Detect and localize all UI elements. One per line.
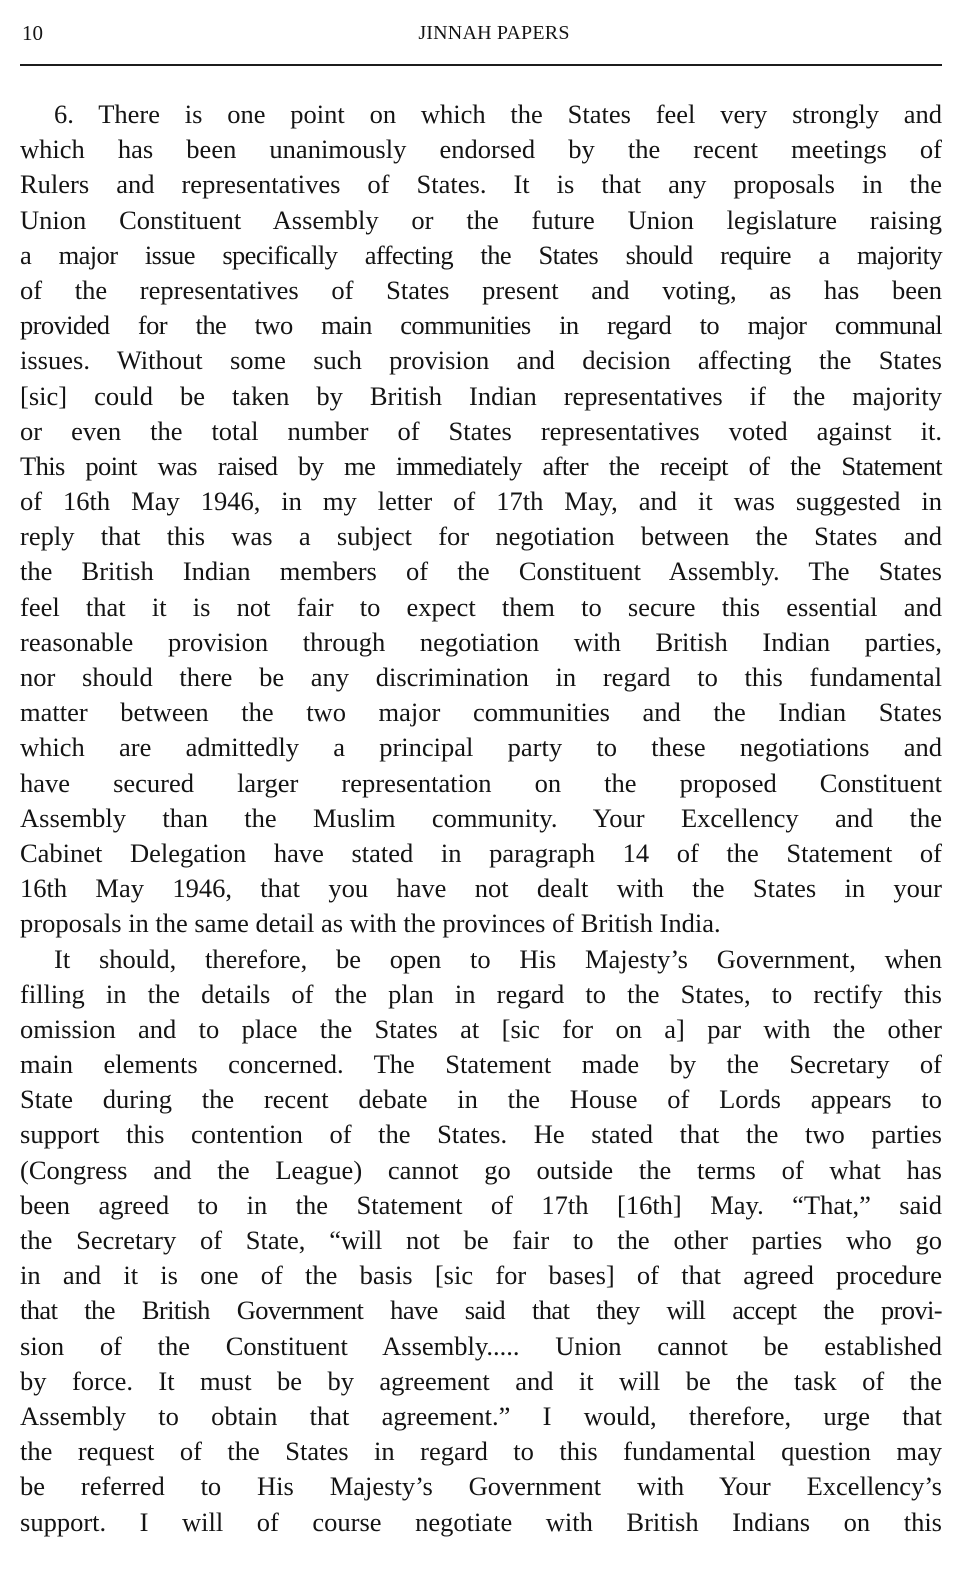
text-line: sion of the Constituent Assembly..... Union cannot be established bbox=[20, 1330, 942, 1361]
text-line: It should, therefore, be open to His Majesty’s Government, when bbox=[54, 943, 942, 974]
text-line: be referred to His Majesty’s Government with Your Excellency’s bbox=[20, 1471, 942, 1502]
text-line: This point was raised by me immediately after the receipt of the Statement bbox=[20, 450, 942, 481]
text-line: of 16th May 1946, in my letter of 17th May, and it was suggested in bbox=[20, 486, 942, 517]
text-line: main elements concerned. The Statement made by the Secretary of bbox=[20, 1049, 942, 1080]
text-line: Union Constituent Assembly or the future Union legislature raising bbox=[20, 204, 942, 235]
text-line: issues. Without some such provision and decision affecting the States bbox=[20, 345, 942, 376]
running-title: JINNAH PAPERS bbox=[418, 22, 570, 44]
text-line: nor should there be any discrimination in regard to this fundamental bbox=[20, 662, 942, 692]
text-line: a major issue specifically affecting the States should require a majority bbox=[20, 239, 942, 270]
text-line: by force. It must be by agreement and it will be the task of the bbox=[20, 1365, 942, 1396]
text-line: Assembly than the Muslim community. Your Excellency and the bbox=[20, 802, 942, 833]
text-line: which has been unanimously endorsed by the recent meetings of bbox=[20, 134, 942, 165]
text-line: Cabinet Delegation have stated in paragraph 14 of the Statement of bbox=[20, 837, 942, 868]
text-line: Rulers and representatives of States. It is that any proposals in the bbox=[20, 169, 942, 200]
text-line: in and it is one of the basis [sic for bases] of that agreed procedure bbox=[20, 1260, 942, 1291]
page-header bbox=[20, 18, 942, 48]
text-line: or even the total number of States representatives voted against it. bbox=[20, 415, 942, 446]
text-line: matter between the two major communities and the Indian States bbox=[20, 697, 942, 728]
text-line: provided for the two main communities in regard to major communal bbox=[20, 310, 942, 341]
text-line: reasonable provision through negotiation with British Indian parties, bbox=[20, 626, 942, 657]
text-line: of the representatives of States present and voting, as has been bbox=[20, 274, 942, 305]
text-line: [sic] could be taken by British Indian representatives if the majority bbox=[20, 380, 942, 411]
page-number: 10 bbox=[22, 21, 43, 45]
body-text bbox=[20, 97, 942, 1540]
text-line: the Secretary of State, “will not be fair to the other parties who go bbox=[20, 1225, 942, 1255]
header-rule bbox=[20, 64, 942, 66]
text-line: the British Indian members of the Constituent Assembly. The States bbox=[20, 556, 942, 587]
text-line: that the British Government have said that they will accept the provi- bbox=[20, 1295, 942, 1326]
text-line: been agreed to in the Statement of 17th [16th] May. “That,” said bbox=[20, 1189, 942, 1220]
text-line: filling in the details of the plan in regard to the States, to rectify this bbox=[20, 978, 942, 1009]
text-line: 6. There is one point on which the States feel very strongly and bbox=[54, 99, 942, 129]
text-line: have secured larger representation on the proposed Constituent bbox=[20, 767, 942, 798]
text-line: the request of the States in regard to this fundamental question may bbox=[20, 1436, 942, 1467]
text-line: State during the recent debate in the House of Lords appears to bbox=[20, 1084, 942, 1115]
text-line: reply that this was a subject for negotiation between the States and bbox=[20, 521, 942, 552]
text-line: which are admittedly a principal party to these negotiations and bbox=[20, 732, 942, 763]
text-line: support. I will of course negotiate with British Indians on this bbox=[20, 1506, 942, 1537]
text-line: omission and to place the States at [sic for on a] par with the other bbox=[20, 1013, 942, 1044]
text-line: 16th May 1946, that you have not dealt with the States in your bbox=[20, 873, 942, 904]
text-line: (Congress and the League) cannot go outside the terms of what has bbox=[20, 1154, 942, 1185]
text-line: feel that it is not fair to expect them to secure this essential and bbox=[20, 591, 942, 622]
text-line: proposals in the same detail as with the provinces of British India. bbox=[20, 908, 721, 939]
text-line: support this contention of the States. He stated that the two parties bbox=[20, 1119, 942, 1150]
text-line: Assembly to obtain that agreement.” I would, therefore, urge that bbox=[20, 1400, 942, 1431]
